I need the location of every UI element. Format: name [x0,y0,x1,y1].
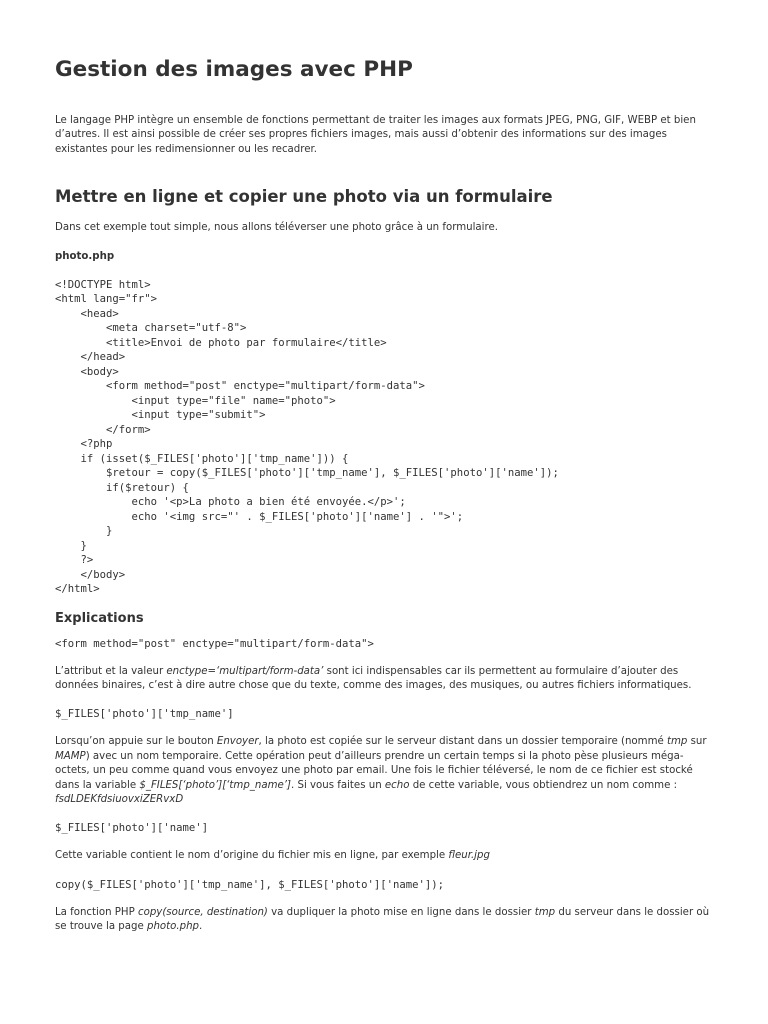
intro-paragraph: Le langage PHP intègre un ensemble de fonctions permettant de traiter les images aux formats JPEG, PNG, GIF, WEBP et bien d’autres. Il est ainsi possible de créer ses propres fichiers images, mais aussi d’obtenir des informations sur des images existantes pour les redimensionner ou les recadrer. [55,115,696,155]
text-run: L’attribut et la valeur [55,665,167,677]
emphasis: MAMP [55,750,86,762]
code-filename: photo.php [55,250,115,262]
text-run: va dupliquer la photo mise en ligne dans le dossier [267,906,535,918]
emphasis: fsdLDEKfdsiuovxiZERvxD [55,794,184,806]
text-run: du serveur dans le dossier où se trouve la page [55,906,710,933]
emphasis: Envoyer [216,736,259,748]
code-snippet-copy: copy($_FILES['photo']['tmp_name'], $_FILES['photo']['name']); [55,878,445,891]
section-lead: Dans cet exemple tout simple, nous allons téléverser une photo grâce à un formulaire. [55,222,498,234]
text-run: Lorsqu’on appuie sur le bouton [55,736,217,748]
emphasis: fleur.jpg [448,850,490,862]
emphasis: enctype=‘multipart/form-data’ [166,665,324,677]
text-run: . Si vous faites un [291,779,385,791]
explications-heading: Explications [55,610,144,626]
explanation-tmp-name [55,735,713,807]
emphasis: $_FILES[‘photo’][‘tmp_name’] [139,779,291,791]
text-run: sont ici indispensables car ils permettent au formulaire d’ajouter des données binaires, c’est à dire autre chose que du texte, comme des images, des musiques, ou autres fichiers informatiques. [55,665,692,692]
text-run: La fonction PHP [55,906,138,918]
text-run: Cette variable contient le nom d’origine du fichier mis en ligne, par exemple [55,850,449,862]
emphasis: copy(source, destination) [137,906,268,918]
section-heading: Mettre en ligne et copier une photo via un formulaire [55,187,553,207]
emphasis: tmp [534,906,556,918]
explanation-name [55,849,713,863]
code-block: <!DOCTYPE html> <html lang="fr"> <head> <meta charset="utf-8"> <title>Envoi de photo par formulaire</title> </head> <body> <form method="post" enctype="multipart/form-data"> <input type="file" name="photo"> <input type="submit"> </form> <?php if (isset($_FILES['photo']['tmp_name'])) { $retour = copy($_FILES['photo']['tmp_name'], $_FILES['photo']['name']); if($retour) { echo '<p>La photo a bien été envoyée.</p>'; echo '<img src="' . $_FILES['photo']['name'] . '">'; } } ?> </body> </html> [55,278,559,596]
page-title: Gestion des images avec PHP [55,57,413,82]
text-run: sur [687,736,707,748]
code-snippet-form: <form method="post" enctype="multipart/form-data"> [55,637,374,650]
text-run: . [199,921,203,933]
emphasis: tmp [667,736,688,748]
code-snippet-tmp-name: $_FILES['photo']['tmp_name'] [55,708,234,721]
explanation-copy [55,906,713,935]
emphasis: echo [384,779,410,791]
text-run: , la photo est copiée sur le serveur distant dans un dossier temporaire (nommé [258,736,667,748]
text-run: de cette variable, vous obtiendrez un nom comme : [409,779,678,791]
text-run: ) avec un nom temporaire. Cette opération peut d’ailleurs prendre un certain temps si la photo pèse plusieurs méga-octets, un peu comme quand vous envoyez une photo par email. Une fois le fichier téléversé, le nom de ce fichier est stocké dans la variable [55,750,693,791]
code-snippet-name: $_FILES['photo']['name'] [55,822,209,835]
emphasis: photo.php [147,921,200,933]
explanation-enctype [55,665,713,694]
